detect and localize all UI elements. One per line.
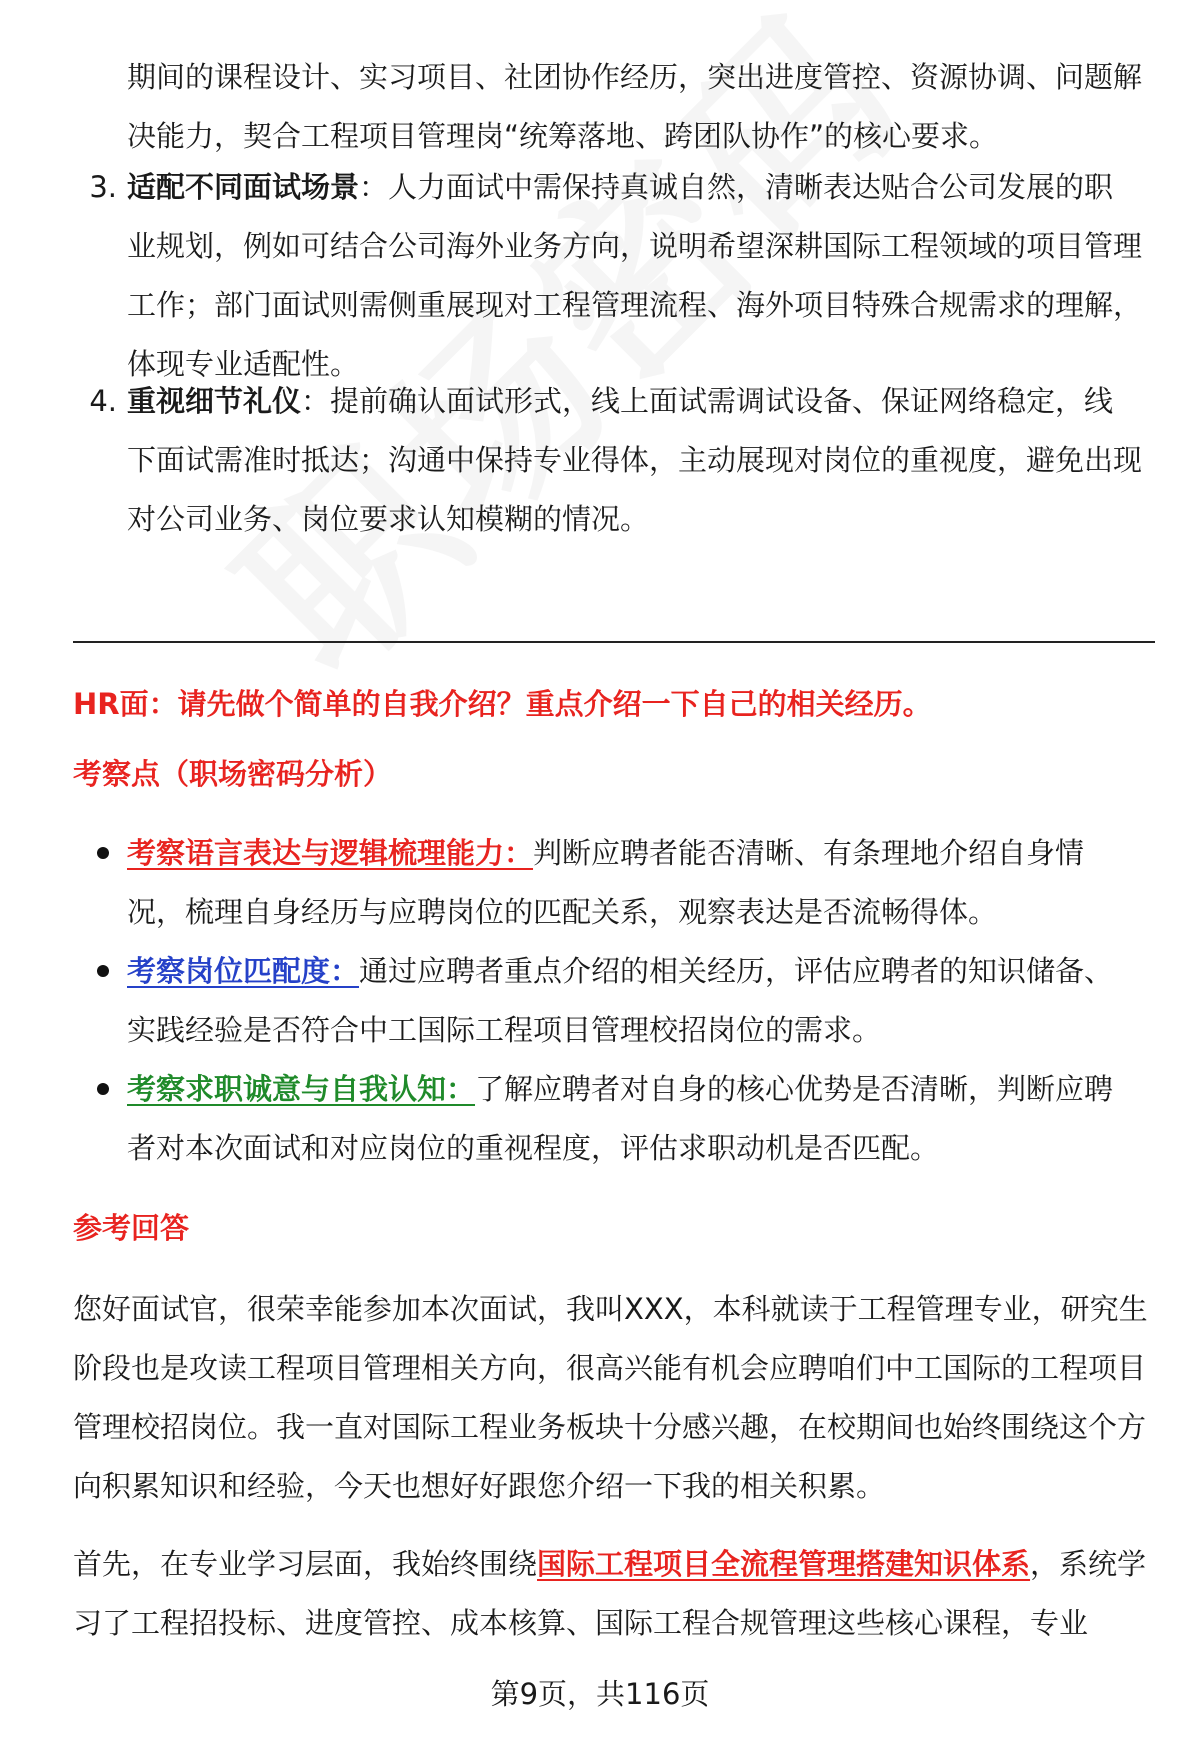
answer-text: 首先，在专业学习层面，我始终围绕	[73, 1547, 538, 1581]
page-footer: 第9页，共116页	[490, 1677, 710, 1711]
exam-point-text: 通过应聘者重点介绍的相关经历，评估应聘者的知识储备、实践经验是否符合中工国际工程项目管理校招岗位的需求。	[127, 954, 1114, 1047]
bullet-dot-icon	[97, 1083, 109, 1095]
section-divider	[73, 641, 1155, 643]
list-item-number: 3.	[89, 170, 117, 204]
bullet-dot-icon	[97, 847, 109, 859]
list-item-4	[89, 372, 1143, 549]
answer-paragraph: 您好面试官，很荣幸能参加本次面试，我叫XXX，本科就读于工程管理专业，研究生阶段也是攻读工程项目管理相关方向，很高兴能有机会应聘咱们中工国际的工程项目管理校招岗位。我一直对国际工程业务板块十分感兴趣，在校期间也始终围绕这个方向积累知识和经验，今天也想好好跟您介绍一下我的相关积累。	[73, 1292, 1148, 1503]
list-item-text: 期间的课程设计、实习项目、社团协作经历，突出进度管控、资源协调、问题解决能力，契合工程项目管理岗“统筹落地、跨团队协作”的核心要求。	[127, 60, 1143, 153]
list-item-text: ：人力面试中需保持真诚自然，清晰表达贴合公司发展的职业规划，例如可结合公司海外业务方向，说明希望深耕国际工程领域的项目管理工作；部门面试则需侧重展现对工程管理流程、海外项目特殊合规需求的理解，体现专业适配性。	[127, 170, 1143, 381]
answer-highlight: 国际工程项目全流程管理搭建知识体系	[537, 1547, 1031, 1581]
exam-point-text: 判断应聘者能否清晰、有条理地介绍自身情况，梳理自身经历与应聘岗位的匹配关系，观察表达是否流畅得体。	[127, 836, 1085, 929]
list-item-3	[89, 158, 1143, 394]
list-item-title: 适配不同面试场景	[127, 170, 360, 204]
bullet-dot-icon	[97, 965, 109, 977]
reference-answer-heading: 参考回答	[73, 1211, 190, 1245]
exam-point-item	[127, 942, 1142, 1060]
list-item-text: ：提前确认面试形式，线上面试需调试设备、保证网络稳定，线下面试需准时抵达；沟通中保持专业得体，主动展现对岗位的重视度，避免出现对公司业务、岗位要求认知模糊的情况。	[127, 384, 1143, 536]
exam-points-heading: 考察点（职场密码分析）	[73, 757, 393, 791]
answer-text: ，系统学习了工程招投标、进度管控、成本核算、国际工程合规管理这些核心课程，专业	[73, 1547, 1147, 1640]
exam-point-item	[127, 1060, 1142, 1178]
exam-point-item	[127, 824, 1142, 942]
list-item-number: 4.	[89, 384, 117, 418]
list-item-title: 重视细节礼仪	[127, 384, 302, 418]
exam-point-tag: 考察岗位匹配度：	[127, 954, 360, 988]
exam-point-tag: 考察语言表达与逻辑梳理能力：	[127, 836, 534, 870]
answer-paragraph-2	[73, 1535, 1155, 1653]
exam-point-text: 了解应聘者对自身的核心优势是否清晰，判断应聘者对本次面试和对应岗位的重视程度，评估求职动机是否匹配。	[127, 1072, 1114, 1165]
list-item-continuation	[127, 48, 1142, 166]
exam-point-tag: 考察求职诚意与自我认知：	[127, 1072, 476, 1106]
interview-question: HR面：请先做个简单的自我介绍？重点介绍一下自己的相关经历。	[73, 687, 932, 721]
